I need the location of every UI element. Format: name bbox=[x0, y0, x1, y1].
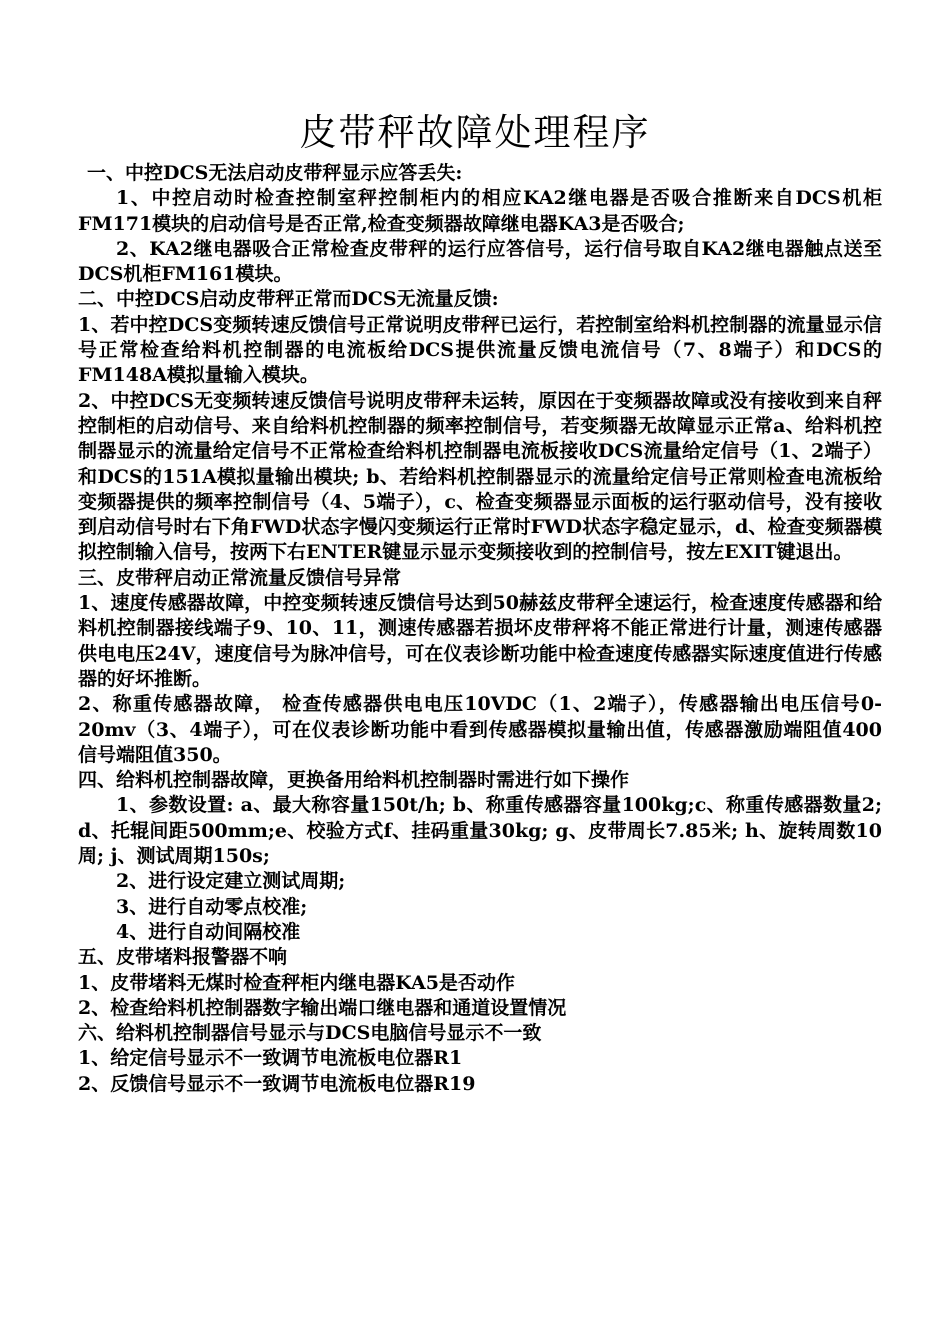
paragraph: 四、给料机控制器故障，更换备用给料机控制器时需进行如下操作 bbox=[78, 769, 630, 792]
paragraph: 1、中控启动时检查控制室秤控制柜内的相应KA2继电器是否吸合推断来自DCS机柜FM171模块的启动信号是否正常,检查变频器故障继电器KA3是否吸合; bbox=[78, 187, 882, 235]
paragraph: 3、进行自动零点校准; bbox=[116, 895, 308, 918]
paragraph: 2、进行设定建立测试周期; bbox=[116, 870, 346, 893]
paragraph: 2、称重传感器故障， 检查传感器供电电压10VDC（1、2端子），传感器输出电压信号0-20mv（3、4端子），可在仪表诊断功能中看到传感器模拟量输出值，传感器激励端阻值400 信号端阻值350。 bbox=[78, 693, 882, 766]
paragraph: 六、给料机控制器信号显示与DCS电脑信号显示不一致 bbox=[78, 1022, 542, 1045]
paragraph: 一、中控DCS无法启动皮带秤显示应答丢失: bbox=[87, 162, 463, 184]
paragraph: 五、皮带堵料报警器不响 bbox=[78, 946, 288, 969]
paragraph: 1、若中控DCS变频转速反馈信号正常说明皮带秤已运行，若控制室给料机控制器的流量显示信号正常检查给料机控制器的电流板给DCS提供流量反馈电流信号（7、8端子）和DCS的FM148A模拟量输入模块。 bbox=[78, 313, 882, 387]
paragraph: 1、速度传感器故障，中控变频转速反馈信号达到50赫兹皮带秤全速运行，检查速度传感器和给料机控制器接线端子9、10、11，测速传感器若损坏皮带秤将不能正常进行计量，测速传感器供电电压24V，速度信号为脉冲信号，可在仪表诊断功能中检查速度传感器实际速度值进行传感器的好坏推断。 bbox=[78, 592, 882, 690]
paragraph: 1、参数设置: a、最大称容量150t/h; b、称重传感器容量100kg;c、称重传感器数量2; d、托辊间距500mm;e、校验方式f、挂码重量30kg; g、皮带周长7.85米; h、旋转周数10周; j、测试周期150s; bbox=[78, 794, 882, 868]
paragraph: 2、中控DCS无变频转速反馈信号说明皮带秤未运转，原因在于变频器故障或没有接收到来自秤控制柜的启动信号、来自给料机控制器的频率控制信号，若变频器无故障显示正常a、给料机控制器显示的流量给定信号不正常检查给料机控制器电流板接收DCS流量给定信号（1、2端子）和DCS的151A模拟量输出模块; b、若给料机控制器显示的流量给定信号正常则检查电流板给变频器提供的频率控制信号（4、5端子），c、检查变频器显示面板的运行驱动信号，没有接收到启动信号时右下角FWD状态字慢闪变频运行正常时FWD状态字稳定显示，d、检查变频器模拟控制输入信号，按两下右ENTER键显示显示变频接收到的控制信号，按左EXIT键退出。 bbox=[78, 389, 882, 564]
paragraph: 2、反馈信号显示不一致调节电流板电位器R19 bbox=[78, 1072, 476, 1095]
paragraph: 二、中控DCS启动皮带秤正常而DCS无流量反馈: bbox=[78, 288, 499, 311]
paragraph: 1、皮带堵料无煤时检查秤柜内继电器KA5是否动作 bbox=[78, 971, 515, 994]
paragraph: 2、KA2继电器吸合正常检查皮带秤的运行应答信号，运行信号取自KA2继电器触点送至DCS机柜FM161模块。 bbox=[78, 237, 882, 286]
document-body bbox=[78, 161, 882, 1097]
paragraph: 4、进行自动间隔校准 bbox=[116, 920, 301, 943]
paragraph: 三、皮带秤启动正常流量反馈信号异常 bbox=[78, 566, 402, 589]
document-title: 皮带秤故障处理程序 bbox=[299, 111, 651, 154]
paragraph: 2、检查给料机控制器数字输出端口继电器和通道设置情况 bbox=[78, 996, 567, 1019]
paragraph: 1、给定信号显示不一致调节电流板电位器R1 bbox=[78, 1047, 463, 1070]
